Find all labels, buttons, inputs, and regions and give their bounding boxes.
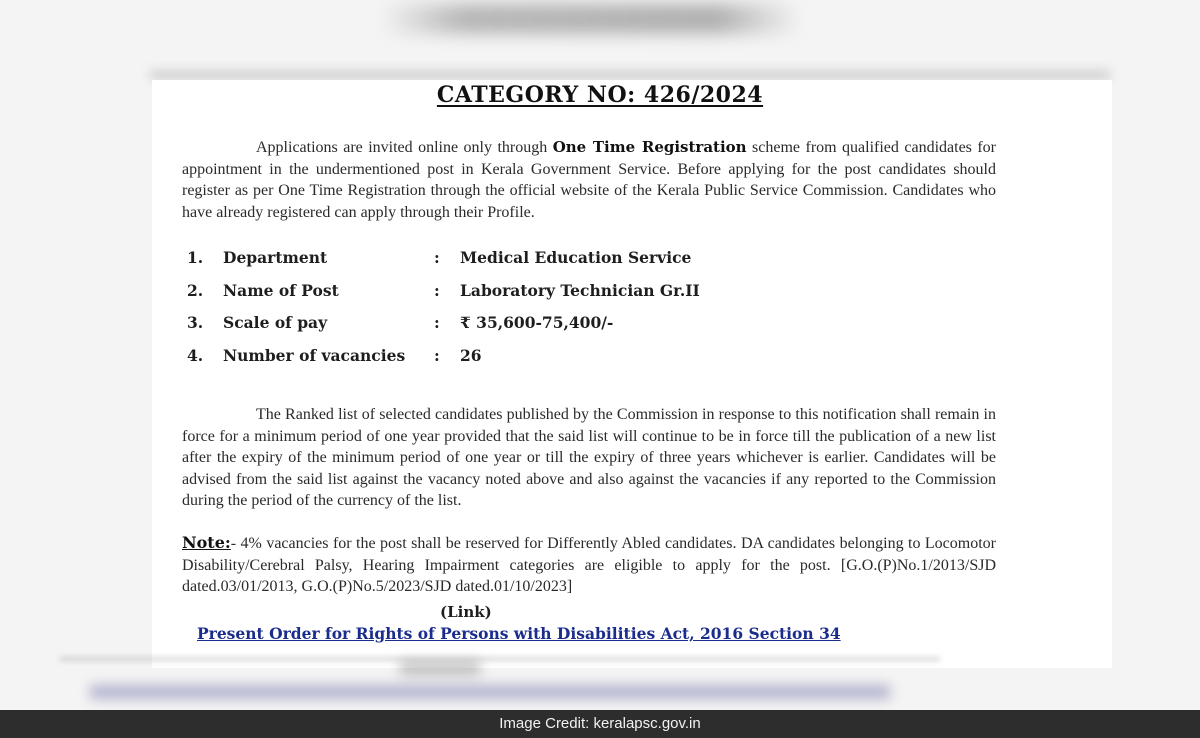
detail-value: 26 [460, 345, 482, 365]
detail-label: Name of Post [223, 280, 339, 300]
ranked-list-paragraph [182, 404, 996, 512]
detail-row-scale-of-pay [187, 313, 787, 346]
detail-row-post-name [187, 281, 787, 314]
disabilities-act-link[interactable]: Present Order for Rights of Persons with Disabilities Act, 2016 Section 34 [197, 624, 841, 643]
ranked-list-text: The Ranked list of selected candidates published by the Commission in response to this notification shall remain in force for a minimum period of one year provided that the said list will continue to be in force till the publication of a new list after the expiry of the minimum period of one year or till the expiry of three years whichever is earlier. Candidates will be advised from the said list against the vacancy noted above and also against the vacancies if any reported to the Commission during the period of the currency of the list. [182, 406, 996, 509]
detail-number: 4. [187, 345, 204, 365]
link-label: (Link) [440, 603, 492, 621]
detail-label: Department [223, 248, 328, 267]
intro-text-start: Applications are invited online only through [256, 139, 553, 156]
note-paragraph [182, 532, 996, 598]
detail-label: Scale of pay [223, 313, 328, 332]
detail-colon: : [434, 313, 440, 332]
detail-colon: : [434, 345, 440, 365]
image-credit-bar [0, 710, 1200, 738]
note-label: Note: [182, 533, 231, 552]
detail-value: ₹ 35,600-75,400/- [460, 313, 614, 332]
detail-number: 2. [187, 280, 204, 300]
detail-value: Medical Education Service [460, 248, 692, 267]
category-title: CATEGORY NO: 426/2024 [436, 82, 764, 108]
detail-colon: : [434, 280, 440, 300]
note-text: - 4% vacancies for the post shall be reserved for Differently Abled candidates. DA candidates belonging to Locomotor Disability/Cerebral Palsy, Hearing Impairment categories are eligible to apply for the post. [G.O.(P)No.1/2013/SJD dated.03/01/2013, G.O.(P)No.5/2023/SJD dated.01/10/2023] [182, 535, 996, 595]
intro-text-end: scheme from qualified candidates for appointment in the undermentioned post in Kerala Government Service. Before applying for the post candidates should register as per One Time Registration through the official website of the Kerala Public Service Commission. Candidates who have already registered can apply through their Profile. [182, 139, 997, 221]
detail-colon: : [434, 248, 440, 267]
detail-label: Number of vacancies [223, 345, 406, 365]
detail-row-vacancies [187, 346, 787, 379]
detail-row-department [187, 248, 787, 281]
post-details-list [187, 248, 787, 378]
detail-value: Laboratory Technician Gr.II [460, 280, 700, 300]
detail-number: 1. [187, 248, 204, 267]
detail-number: 3. [187, 313, 204, 332]
image-credit-text: Image Credit: keralapsc.gov.in [499, 715, 701, 732]
one-time-registration-text: One Time Registration [552, 138, 747, 156]
intro-paragraph [182, 137, 996, 223]
